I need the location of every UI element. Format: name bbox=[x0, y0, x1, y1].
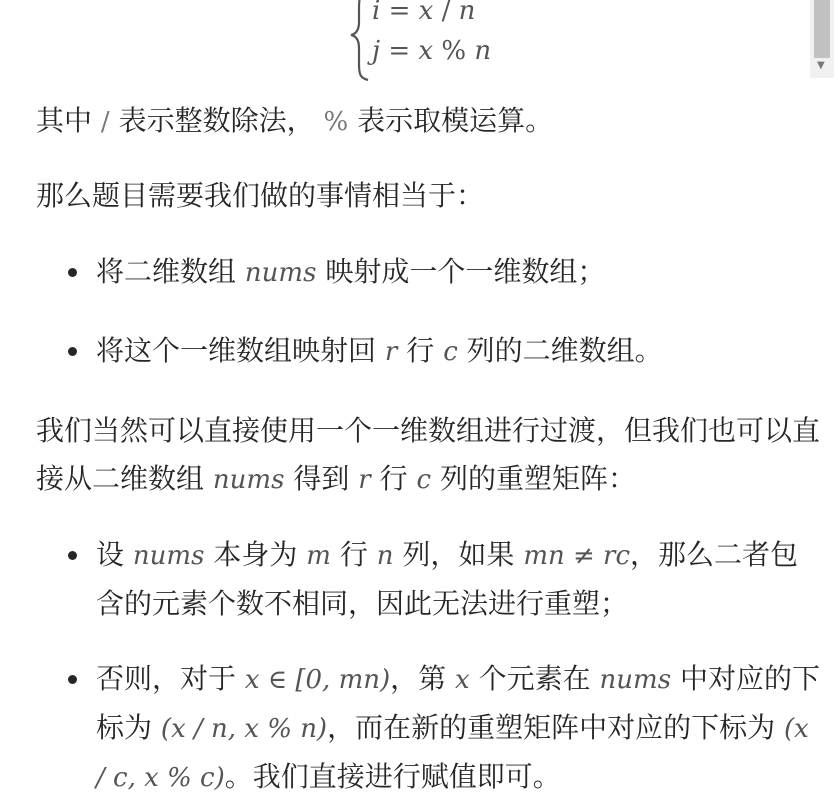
math-inline: r bbox=[358, 465, 371, 495]
math-op: = bbox=[388, 0, 411, 26]
math-inline: m bbox=[306, 541, 331, 571]
text: 本身为 bbox=[213, 538, 298, 571]
math-inline: x ∈ [0, mn) bbox=[244, 665, 391, 695]
math-inline: x bbox=[455, 665, 470, 695]
scrollbar-thumb[interactable] bbox=[814, 0, 830, 58]
math-inline: r bbox=[384, 337, 398, 367]
math-op: = bbox=[388, 36, 411, 66]
text: 否则，对于 bbox=[96, 662, 237, 695]
math-inline: c bbox=[443, 337, 458, 367]
text: 设 bbox=[96, 538, 125, 571]
math-inline: nums bbox=[244, 258, 317, 288]
text: 表示整数除法， bbox=[118, 104, 315, 137]
left-brace-icon bbox=[346, 0, 372, 82]
text: 行 bbox=[406, 334, 435, 367]
math-inline: (x / c, x % c) bbox=[96, 714, 809, 793]
math-inline: % bbox=[323, 107, 349, 137]
text: 列的二维数组。 bbox=[466, 334, 663, 367]
math-inline: mn ≠ rc bbox=[523, 541, 631, 571]
math-var: n bbox=[474, 36, 492, 66]
list-item bbox=[96, 655, 824, 802]
text: 行 bbox=[379, 462, 408, 495]
math-inline: nums bbox=[599, 665, 672, 695]
scroll-down-arrow-icon[interactable]: ▼ bbox=[817, 60, 825, 71]
math-var: n bbox=[458, 0, 476, 26]
formula-line-i bbox=[372, 0, 475, 26]
paragraph-approach bbox=[36, 407, 826, 504]
text: 得到 bbox=[293, 462, 350, 495]
text: ，第 bbox=[390, 662, 447, 695]
text: ，而在新的重塑矩阵中对应的下标为 bbox=[327, 711, 776, 744]
text: 映射成一个一维数组； bbox=[325, 255, 606, 288]
math-var: i bbox=[372, 0, 381, 26]
text: 我们当然可以直接使用一个一维数组进行过渡，但我们也可以直接从二维数组 bbox=[36, 414, 821, 495]
math-inline: / bbox=[100, 107, 110, 137]
paragraph-task: 那么题目需要我们做的事情相当于： bbox=[36, 179, 485, 212]
math-inline: (x / n, x % n) bbox=[160, 714, 328, 744]
text: 列，如果 bbox=[402, 538, 515, 571]
text: 将这个一维数组映射回 bbox=[96, 334, 377, 367]
math-op: % bbox=[441, 36, 467, 66]
math-var: j bbox=[372, 36, 381, 66]
text: 中对应的下标为 bbox=[96, 662, 820, 744]
math-op: / bbox=[441, 0, 451, 26]
text: ，那么二者包含的元素个数不相同，因此无法进行重塑； bbox=[96, 538, 799, 620]
list-item bbox=[96, 327, 824, 376]
list-item bbox=[96, 248, 824, 297]
math-var: x bbox=[418, 0, 434, 26]
math-inline: c bbox=[416, 465, 432, 495]
paragraph-operators bbox=[36, 97, 818, 146]
formula-scrollbar[interactable] bbox=[810, 0, 834, 78]
math-inline: nums bbox=[212, 465, 285, 495]
text: 列的重塑矩阵： bbox=[439, 462, 636, 495]
math-inline: nums bbox=[132, 541, 205, 571]
text: 表示取模运算。 bbox=[357, 104, 554, 137]
formula-line-j bbox=[372, 36, 491, 66]
text: 个元素在 bbox=[478, 662, 591, 695]
list-item bbox=[96, 531, 824, 628]
text: 。我们直接进行赋值即可。 bbox=[224, 760, 561, 793]
text: 行 bbox=[339, 538, 368, 571]
piecewise-formula bbox=[346, 0, 546, 82]
text: 其中 bbox=[36, 104, 93, 137]
math-inline: n bbox=[376, 541, 394, 571]
text: 将二维数组 bbox=[96, 255, 237, 288]
math-var: x bbox=[418, 36, 434, 66]
